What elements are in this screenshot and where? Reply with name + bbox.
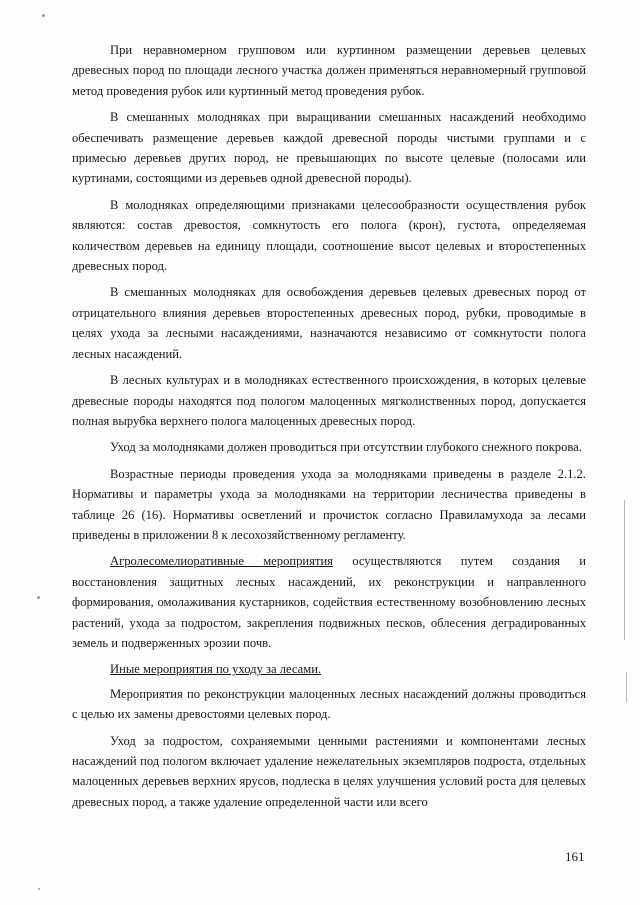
paragraph-undergrowth-care: Уход за подростом, сохраняемыми ценными растениями и компонентами лесных насаждений под пологом включает удаление нежелательных экземпляров подроста, отдельных малоценных деревьев верхних ярусов, подлеска в целях улучшения условий роста для целевых древесных пород, а также удаление определенной части или всего: [72, 733, 586, 809]
scan-edge-mark: [626, 672, 627, 702]
paragraph-snow-cover: Уход за молодняками должен проводиться при отсутствии глубокого снежного покрова.: [110, 440, 582, 455]
scan-edge-mark: [624, 500, 625, 640]
paragraph-mixed-young-stands: В смешанных молодняках при выращивании смешанных насаждений необходимо обеспечивать размещение деревьев каждой древесной породы чистыми группами и с примесью деревьев других пород, не превышающих по высоте целевые (полосами или куртинами, состоящими из деревьев одной древесной породы).: [72, 110, 586, 186]
page-number: 161: [565, 849, 585, 864]
paragraph-reconstruction: Мероприятия по реконструкции малоценных лесных насаждений должны проводиться с целью их замены древостоями целевых пород.: [72, 686, 586, 722]
paragraph-group-felling: При неравномерном групповом или куртинном размещении деревьев целевых древесных пород по площади лесного участка должен применяться неравномерный групповой метод проведения рубок или куртинный метод проведения рубок.: [72, 43, 586, 98]
other-measures-heading-line: [72, 659, 586, 679]
agroforestry-heading: Агролесомелиоративные мероприятия: [110, 554, 333, 569]
paragraph-forest-cultures: В лесных культурах и в молодняках естественного происхождения, в которых целевые древесные породы находятся под пологом малоценных мягколиственных пород, допускается полная вырубка верхнего полога малоценных древесных пород.: [72, 373, 586, 428]
paragraph-agroforestry: [72, 551, 586, 653]
paragraph-felling-criteria: В молодняках определяющими признаками целесообразности осуществления рубок являются: состав древостоя, сомкнутость его полога (крон), густота, определяемая количеством деревьев на единицу площади, соотношение высот целевых и второстепенных древесных пород.: [72, 197, 586, 274]
document-body: [72, 40, 586, 818]
paragraph-age-periods: Возрастные периоды проведения ухода за молодняками приведены в разделе 2.1.2. Нормативы и параметры ухода за молодняками на территории лесничества приведены в таблице 26 (16). Нормативы осветлений и прочисток согласно Правиламухода за лесами приведены в приложении 8 к лесохозяйственному регламенту.: [72, 466, 586, 542]
paragraph-release-cutting: В смешанных молодняках для освобождения деревьев целевых древесных пород от отрицательного влияния деревьев второстепенных древесных пород, рубки, проводимые в целях ухода за лесными насаждениями, назначаются независимо от сомкнутости полога лесных насаждений.: [72, 285, 586, 361]
scan-speck: [37, 596, 40, 599]
scan-speck: [42, 14, 45, 17]
agroforestry-text: осуществляются путем создания и восстановления защитных лесных насаждений, их реконструкции и направленного формирования, омолаживания кустарников, содействия естественному возобновлению лесных растений, ухода за подростом, закрепления подвижных песков, облесения деградированных земель и подверженных эрозии почв.: [72, 554, 586, 650]
scan-speck: [38, 888, 40, 890]
other-measures-heading: Иные мероприятия по уходу за лесами.: [110, 662, 322, 677]
